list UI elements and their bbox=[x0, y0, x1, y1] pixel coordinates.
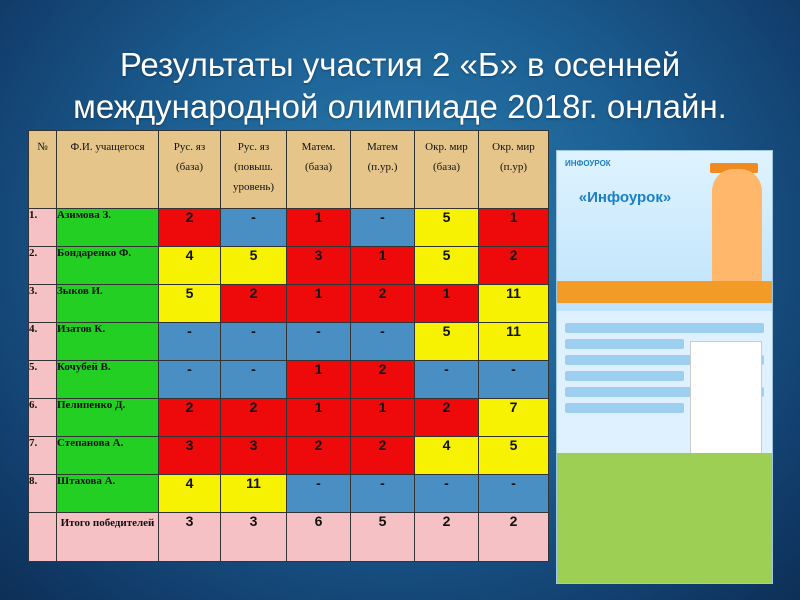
score-cell: 1 bbox=[287, 399, 351, 437]
poster-header bbox=[557, 151, 772, 311]
score-cell: 1 bbox=[351, 399, 415, 437]
score-cell: 3 bbox=[287, 247, 351, 285]
total-cell: 2 bbox=[479, 513, 549, 562]
student-name: Бондаренко Ф. bbox=[57, 247, 159, 285]
total-cell: 3 bbox=[221, 513, 287, 562]
score-cell: 3 bbox=[159, 437, 221, 475]
score-cell: 2 bbox=[159, 209, 221, 247]
row-num: 2. bbox=[29, 247, 57, 285]
total-cell: 2 bbox=[415, 513, 479, 562]
total-num-cell bbox=[29, 513, 57, 562]
score-cell: 2 bbox=[479, 247, 549, 285]
student-name: Пелипенко Д. bbox=[57, 399, 159, 437]
score-cell: 4 bbox=[159, 247, 221, 285]
score-cell: - bbox=[479, 361, 549, 399]
row-num: 4. bbox=[29, 323, 57, 361]
results-table bbox=[28, 130, 549, 562]
header-row bbox=[29, 131, 549, 209]
score-cell: - bbox=[221, 209, 287, 247]
score-cell: - bbox=[221, 361, 287, 399]
score-cell: - bbox=[351, 209, 415, 247]
student-name: Азимова З. bbox=[57, 209, 159, 247]
score-cell: - bbox=[415, 361, 479, 399]
poster-logo: ИНФОУРОК bbox=[565, 159, 611, 168]
poster-brand: «Инфоурок» bbox=[578, 189, 672, 206]
header-rus-adv: Рус. яз (повыш. уровень) bbox=[221, 131, 287, 209]
score-cell: 1 bbox=[287, 209, 351, 247]
total-cell: 5 bbox=[351, 513, 415, 562]
score-cell: - bbox=[415, 475, 479, 513]
score-cell: 2 bbox=[221, 285, 287, 323]
header-name: Ф.И. учащегося bbox=[57, 131, 159, 209]
score-cell: - bbox=[351, 475, 415, 513]
score-cell: 5 bbox=[159, 285, 221, 323]
olympiad-poster bbox=[556, 150, 773, 584]
student-name: Степанова А. bbox=[57, 437, 159, 475]
table-row bbox=[29, 475, 549, 513]
score-cell: - bbox=[159, 361, 221, 399]
score-cell: - bbox=[287, 323, 351, 361]
header-world-adv: Окр. мир (п.ур) bbox=[479, 131, 549, 209]
score-cell: 5 bbox=[415, 323, 479, 361]
poster-footer bbox=[557, 453, 772, 583]
score-cell: 2 bbox=[351, 285, 415, 323]
header-num: № bbox=[29, 131, 57, 209]
row-num: 7. bbox=[29, 437, 57, 475]
table-row bbox=[29, 437, 549, 475]
header-world-base: Окр. мир (база) bbox=[415, 131, 479, 209]
score-cell: 5 bbox=[479, 437, 549, 475]
score-cell: 11 bbox=[479, 285, 549, 323]
header-math-adv: Матем (п.ур.) bbox=[351, 131, 415, 209]
table-row bbox=[29, 361, 549, 399]
poster-band bbox=[557, 281, 772, 303]
student-name: Изатов К. bbox=[57, 323, 159, 361]
score-cell: 1 bbox=[479, 209, 549, 247]
total-cell: 6 bbox=[287, 513, 351, 562]
header-rus-base: Рус. яз (база) bbox=[159, 131, 221, 209]
row-num: 3. bbox=[29, 285, 57, 323]
score-cell: - bbox=[351, 323, 415, 361]
poster-girl-image bbox=[712, 169, 762, 289]
student-name: Штахова А. bbox=[57, 475, 159, 513]
score-cell: 2 bbox=[351, 437, 415, 475]
score-cell: - bbox=[221, 323, 287, 361]
score-cell: 4 bbox=[415, 437, 479, 475]
table-row bbox=[29, 285, 549, 323]
score-cell: 5 bbox=[221, 247, 287, 285]
score-cell: 5 bbox=[415, 247, 479, 285]
score-cell: 5 bbox=[415, 209, 479, 247]
score-cell: 1 bbox=[287, 361, 351, 399]
poster-text-bar bbox=[565, 339, 684, 349]
total-row bbox=[29, 513, 549, 562]
table-row bbox=[29, 247, 549, 285]
score-cell: 2 bbox=[159, 399, 221, 437]
score-cell: 1 bbox=[287, 285, 351, 323]
table-row bbox=[29, 209, 549, 247]
title-line-1: Результаты участия 2 «Б» в осенней bbox=[119, 46, 681, 83]
score-cell: 1 bbox=[351, 247, 415, 285]
score-cell: 2 bbox=[221, 399, 287, 437]
table-row bbox=[29, 323, 549, 361]
score-cell: 2 bbox=[351, 361, 415, 399]
poster-text-bar bbox=[565, 403, 684, 413]
row-num: 1. bbox=[29, 209, 57, 247]
score-cell: 7 bbox=[479, 399, 549, 437]
slide-title bbox=[0, 44, 800, 128]
header-math-base: Матем. (база) bbox=[287, 131, 351, 209]
total-label: Итого победителей bbox=[57, 513, 159, 562]
score-cell: - bbox=[159, 323, 221, 361]
total-cell: 3 bbox=[159, 513, 221, 562]
row-num: 6. bbox=[29, 399, 57, 437]
score-cell: 2 bbox=[287, 437, 351, 475]
poster-text-bar bbox=[565, 371, 684, 381]
score-cell: 3 bbox=[221, 437, 287, 475]
row-num: 8. bbox=[29, 475, 57, 513]
score-cell: - bbox=[479, 475, 549, 513]
score-cell: 4 bbox=[159, 475, 221, 513]
poster-text-bar bbox=[565, 323, 764, 333]
title-line-2: международной олимпиаде 2018г. онлайн. bbox=[73, 88, 727, 125]
student-name: Кочубей В. bbox=[57, 361, 159, 399]
score-cell: 11 bbox=[221, 475, 287, 513]
row-num: 5. bbox=[29, 361, 57, 399]
table-row bbox=[29, 399, 549, 437]
score-cell: - bbox=[287, 475, 351, 513]
score-cell: 1 bbox=[415, 285, 479, 323]
score-cell: 11 bbox=[479, 323, 549, 361]
score-cell: 2 bbox=[415, 399, 479, 437]
student-name: Зыков И. bbox=[57, 285, 159, 323]
